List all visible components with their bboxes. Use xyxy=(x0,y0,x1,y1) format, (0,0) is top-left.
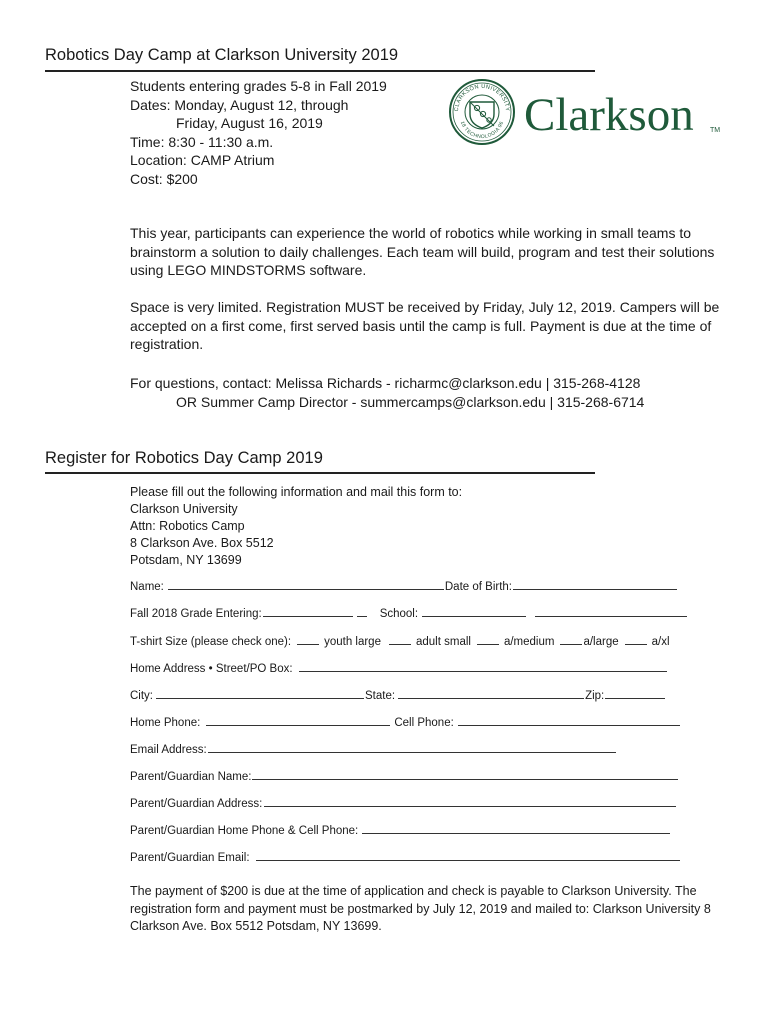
email-label: Email Address: xyxy=(130,744,207,756)
guardian-email-row xyxy=(130,849,681,864)
mail-address-line: Clarkson University xyxy=(130,502,238,516)
register-title: Register for Robotics Day Camp 2019 xyxy=(45,449,323,467)
location-line: Location: CAMP Atrium xyxy=(130,152,275,168)
xl-label: a/xl xyxy=(651,636,670,648)
space-paragraph: Space is very limited. Registration MUST be received by Friday, July 12, 2019. Campers will be accepted on a first come, first served basis until the camp is full. Payment is due at the time of registration. xyxy=(130,299,720,352)
contact-line-2: OR Summer Camp Director - summercamps@clarkson.edu | 315-268-6714 xyxy=(176,393,645,410)
name-label: Name: xyxy=(130,581,164,593)
mailing-info xyxy=(130,484,462,569)
zip-field[interactable] xyxy=(605,687,665,699)
school-field-extra[interactable] xyxy=(535,605,687,617)
guardian-email-field[interactable] xyxy=(256,849,680,861)
guardian-phone-row xyxy=(130,822,671,837)
guardian-name-field[interactable] xyxy=(252,768,678,780)
dates-line: Dates: Monday, August 12, through xyxy=(130,96,349,113)
grade-field[interactable] xyxy=(263,605,353,617)
home-address-row xyxy=(130,660,668,675)
city-field[interactable] xyxy=(156,687,364,699)
medium-label: a/medium xyxy=(503,636,555,648)
mail-intro: Please fill out the following information and mail this form to: xyxy=(130,485,463,499)
camp-title: Robotics Day Camp at Clarkson University 2019 xyxy=(45,46,399,64)
home-phone-field[interactable] xyxy=(206,714,390,726)
logo-wordmark: Clarkson xyxy=(524,89,694,141)
guardian-phone-label: Parent/Guardian Home Phone & Cell Phone: xyxy=(130,825,359,837)
guardian-name-label: Parent/Guardian Name: xyxy=(130,771,252,783)
register-rule xyxy=(45,472,595,474)
camp-details xyxy=(130,77,387,188)
guardian-email-label: Parent/Guardian Email: xyxy=(130,852,250,864)
logo-trademark: TM xyxy=(710,127,721,134)
payment-note: The payment of $200 is due at the time of application and check is payable to Clarkson University. The registration form and payment must be postmarked by July 12, 2019 and mailed to: Clarkson University 8 Clarkson Ave. Box 5512 Potsdam, NY 13699. xyxy=(130,884,711,933)
contact-line-1: For questions, contact: Melissa Richards - richarmc@clarkson.edu | 315-268-4128 xyxy=(130,375,641,391)
tshirt-label: T-shirt Size (please check one): xyxy=(130,636,292,648)
youth-large-checkbox[interactable] xyxy=(297,633,319,645)
email-row xyxy=(130,741,617,756)
name-row xyxy=(130,578,678,593)
home-address-field[interactable] xyxy=(299,660,667,672)
grades-line: Students entering grades 5-8 in Fall 2019 xyxy=(130,78,387,94)
dob-label: Date of Birth: xyxy=(444,581,512,593)
mail-address-line: 8 Clarkson Ave. Box 5512 xyxy=(130,536,274,550)
school-field[interactable] xyxy=(422,605,526,617)
guardian-address-field[interactable] xyxy=(264,795,676,807)
dates-line-2: Friday, August 16, 2019 xyxy=(176,115,323,131)
description-paragraph: This year, participants can experience the world of robotics while working in small teams to brainstorm a solution to daily challenges. Each team will build, program and test their solutions using LEGO MINDSTORMS software. xyxy=(130,225,715,278)
medium-checkbox[interactable] xyxy=(477,633,499,645)
state-label: State: xyxy=(365,690,396,702)
grade-label: Fall 2018 Grade Entering: xyxy=(130,608,262,620)
guardian-name-row xyxy=(130,768,679,783)
cell-phone-field[interactable] xyxy=(458,714,680,726)
cost-line: Cost: $200 xyxy=(130,170,198,187)
contact-block xyxy=(130,374,644,411)
home-address-label: Home Address • Street/PO Box: xyxy=(130,663,293,675)
grade-row xyxy=(130,605,688,620)
guardian-address-label: Parent/Guardian Address: xyxy=(130,798,263,810)
guardian-address-row xyxy=(130,795,677,810)
adult-small-checkbox[interactable] xyxy=(389,633,411,645)
phone-row xyxy=(130,714,681,729)
title-rule xyxy=(45,70,595,72)
time-line: Time: 8:30 - 11:30 a.m. xyxy=(130,133,274,150)
xl-checkbox[interactable] xyxy=(625,633,647,645)
city-row xyxy=(130,687,666,702)
school-label: School: xyxy=(379,608,419,620)
clarkson-logo xyxy=(448,78,728,146)
svg-text:18 TECHNOLOGIA 96: 18 TECHNOLOGIA 96 xyxy=(458,120,506,141)
city-label: City: xyxy=(130,690,153,702)
name-field[interactable] xyxy=(168,578,444,590)
email-field[interactable] xyxy=(208,741,616,753)
mail-address-line: Potsdam, NY 13699 xyxy=(130,553,242,567)
guardian-phone-field[interactable] xyxy=(362,822,670,834)
zip-label: Zip: xyxy=(585,690,605,702)
home-phone-label: Home Phone: xyxy=(130,717,201,729)
large-checkbox[interactable] xyxy=(560,633,582,645)
svg-text:CLARKSON UNIVERSITY: CLARKSON UNIVERSITY xyxy=(453,83,511,112)
youth-large-label: youth large xyxy=(324,636,381,648)
large-label: a/large xyxy=(583,636,619,648)
tshirt-row xyxy=(130,633,670,648)
grade-field-extra[interactable] xyxy=(357,605,367,617)
state-field[interactable] xyxy=(398,687,584,699)
mail-address-line: Attn: Robotics Camp xyxy=(130,519,245,533)
adult-small-label: adult small xyxy=(415,636,471,648)
dob-field[interactable] xyxy=(513,578,677,590)
cell-phone-label: Cell Phone: xyxy=(394,717,454,729)
